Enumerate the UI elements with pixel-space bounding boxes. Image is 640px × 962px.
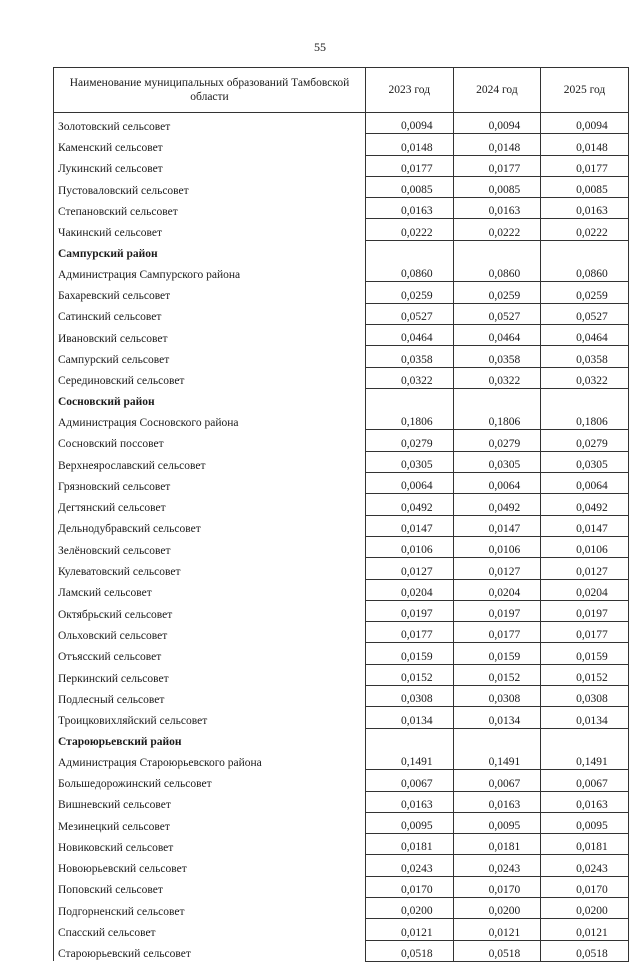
table-row (54, 600, 629, 621)
value-2024: 0,0860 (453, 261, 541, 282)
value-2023: 0,1806 (366, 409, 454, 430)
value-2024: 0,0147 (453, 515, 541, 536)
page-number: 55 (314, 40, 326, 54)
value-2024: 0,0067 (453, 770, 541, 791)
district-section-row (54, 728, 629, 749)
district-section-row (54, 388, 629, 409)
municipality-name: Перкинский сельсовет (54, 664, 366, 685)
value-2025: 0,0095 (541, 812, 629, 833)
value-2023: 0,0163 (366, 198, 454, 219)
municipality-name: Дегтянский сельсовет (54, 494, 366, 515)
empty-cell (541, 728, 629, 749)
municipality-name: Зелёновский сельсовет (54, 536, 366, 557)
table-row (54, 282, 629, 303)
municipality-name: Каменский сельсовет (54, 134, 366, 155)
value-2024: 0,0518 (453, 940, 541, 961)
value-2024: 0,0134 (453, 707, 541, 728)
value-2024: 0,0163 (453, 198, 541, 219)
value-2023: 0,0305 (366, 451, 454, 472)
value-2023: 0,0279 (366, 430, 454, 451)
value-2025: 0,0163 (541, 198, 629, 219)
value-2025: 0,0177 (541, 622, 629, 643)
value-2025: 0,0152 (541, 664, 629, 685)
value-2024: 0,0085 (453, 176, 541, 197)
table-row (54, 176, 629, 197)
value-2023: 0,0106 (366, 536, 454, 557)
table-row (54, 707, 629, 728)
municipality-name: Администрация Сампурского района (54, 261, 366, 282)
value-2024: 0,0064 (453, 473, 541, 494)
table-row (54, 198, 629, 219)
value-2024: 0,0106 (453, 536, 541, 557)
municipality-name: Подгорненский сельсовет (54, 897, 366, 918)
table-row (54, 749, 629, 770)
table-row (54, 876, 629, 897)
table-row (54, 664, 629, 685)
table-header (54, 68, 629, 113)
empty-cell (453, 240, 541, 261)
value-2025: 0,0106 (541, 536, 629, 557)
value-2025: 0,1806 (541, 409, 629, 430)
value-2023: 0,0177 (366, 155, 454, 176)
municipality-name: Дельнодубравский сельсовет (54, 515, 366, 536)
value-2024: 0,0464 (453, 324, 541, 345)
value-2023: 0,0464 (366, 324, 454, 345)
table-row (54, 303, 629, 324)
table-row (54, 643, 629, 664)
empty-cell (541, 388, 629, 409)
value-2024: 0,0204 (453, 579, 541, 600)
table-row (54, 515, 629, 536)
value-2024: 0,0259 (453, 282, 541, 303)
value-2023: 0,0163 (366, 791, 454, 812)
value-2024: 0,0492 (453, 494, 541, 515)
municipality-name: Кулеватовский сельсовет (54, 558, 366, 579)
value-2023: 0,0177 (366, 622, 454, 643)
district-section-row (54, 240, 629, 261)
value-2024: 0,0127 (453, 558, 541, 579)
header-year-2025: 2025 год (541, 68, 629, 113)
value-2023: 0,0518 (366, 940, 454, 961)
value-2025: 0,0127 (541, 558, 629, 579)
municipality-name: Октябрьский сельсовет (54, 600, 366, 621)
table-row (54, 346, 629, 367)
municipality-name: Староюрьевский сельсовет (54, 940, 366, 961)
municipality-name: Отъясский сельсовет (54, 643, 366, 664)
value-2025: 0,1491 (541, 749, 629, 770)
value-2024: 0,0159 (453, 643, 541, 664)
value-2023: 0,1491 (366, 749, 454, 770)
value-2025: 0,0094 (541, 113, 629, 134)
value-2025: 0,0518 (541, 940, 629, 961)
municipality-name: Поповский сельсовет (54, 876, 366, 897)
value-2023: 0,0170 (366, 876, 454, 897)
municipality-name: Пустоваловский сельсовет (54, 176, 366, 197)
value-2024: 0,0121 (453, 919, 541, 940)
value-2024: 0,0358 (453, 346, 541, 367)
value-2025: 0,0134 (541, 707, 629, 728)
value-2025: 0,0181 (541, 834, 629, 855)
value-2025: 0,0064 (541, 473, 629, 494)
table-row (54, 409, 629, 430)
value-2023: 0,0127 (366, 558, 454, 579)
municipality-name: Чакинский сельсовет (54, 219, 366, 240)
value-2025: 0,0148 (541, 134, 629, 155)
value-2025: 0,0305 (541, 451, 629, 472)
value-2023: 0,0197 (366, 600, 454, 621)
header-year-2023: 2023 год (366, 68, 454, 113)
table-row (54, 134, 629, 155)
municipality-name: Троицковихляйский сельсовет (54, 707, 366, 728)
value-2023: 0,0121 (366, 919, 454, 940)
table-row (54, 430, 629, 451)
empty-cell (453, 728, 541, 749)
value-2025: 0,0067 (541, 770, 629, 791)
value-2023: 0,0259 (366, 282, 454, 303)
value-2023: 0,0243 (366, 855, 454, 876)
empty-cell (453, 388, 541, 409)
value-2024: 0,1491 (453, 749, 541, 770)
value-2025: 0,0464 (541, 324, 629, 345)
value-2023: 0,0152 (366, 664, 454, 685)
municipality-name: Большедорожинский сельсовет (54, 770, 366, 791)
value-2024: 0,0200 (453, 897, 541, 918)
value-2024: 0,0094 (453, 113, 541, 134)
table-row (54, 622, 629, 643)
value-2024: 0,0152 (453, 664, 541, 685)
value-2023: 0,0094 (366, 113, 454, 134)
value-2023: 0,0067 (366, 770, 454, 791)
value-2023: 0,0181 (366, 834, 454, 855)
value-2025: 0,0147 (541, 515, 629, 536)
value-2025: 0,0222 (541, 219, 629, 240)
allocation-table (53, 67, 629, 962)
municipality-name: Лукинский сельсовет (54, 155, 366, 176)
table-body (54, 113, 629, 962)
value-2024: 0,0279 (453, 430, 541, 451)
table-row (54, 770, 629, 791)
value-2025: 0,0121 (541, 919, 629, 940)
table-row (54, 324, 629, 345)
value-2024: 0,0322 (453, 367, 541, 388)
municipality-name: Новоюрьевский сельсовет (54, 855, 366, 876)
municipality-name: Сатинский сельсовет (54, 303, 366, 324)
empty-cell (366, 240, 454, 261)
district-name: Сосновский район (54, 388, 366, 409)
value-2025: 0,0159 (541, 643, 629, 664)
header-year-2024: 2024 год (453, 68, 541, 113)
value-2024: 0,0197 (453, 600, 541, 621)
value-2025: 0,0322 (541, 367, 629, 388)
value-2024: 0,0177 (453, 155, 541, 176)
municipality-name: Сампурский сельсовет (54, 346, 366, 367)
municipality-name: Администрация Староюрьевского района (54, 749, 366, 770)
value-2025: 0,0085 (541, 176, 629, 197)
table-row (54, 834, 629, 855)
table-row (54, 155, 629, 176)
value-2023: 0,0148 (366, 134, 454, 155)
value-2024: 0,0095 (453, 812, 541, 833)
table-row (54, 791, 629, 812)
value-2023: 0,0200 (366, 897, 454, 918)
value-2024: 0,0243 (453, 855, 541, 876)
table-row (54, 451, 629, 472)
value-2023: 0,0222 (366, 219, 454, 240)
value-2025: 0,0197 (541, 600, 629, 621)
table-row (54, 897, 629, 918)
value-2025: 0,0200 (541, 897, 629, 918)
value-2024: 0,1806 (453, 409, 541, 430)
table-row (54, 113, 629, 134)
value-2023: 0,0322 (366, 367, 454, 388)
municipality-name: Вишневский сельсовет (54, 791, 366, 812)
value-2023: 0,0204 (366, 579, 454, 600)
district-name: Староюрьевский район (54, 728, 366, 749)
municipality-name: Мезинецкий сельсовет (54, 812, 366, 833)
value-2024: 0,0305 (453, 451, 541, 472)
value-2025: 0,0177 (541, 155, 629, 176)
table-row (54, 494, 629, 515)
table-row (54, 579, 629, 600)
municipality-name: Подлесный сельсовет (54, 686, 366, 707)
value-2023: 0,0492 (366, 494, 454, 515)
municipality-name: Ламский сельсовет (54, 579, 366, 600)
value-2024: 0,0170 (453, 876, 541, 897)
value-2025: 0,0492 (541, 494, 629, 515)
value-2023: 0,0159 (366, 643, 454, 664)
value-2025: 0,0204 (541, 579, 629, 600)
municipality-name: Верхнеярославский сельсовет (54, 451, 366, 472)
value-2025: 0,0279 (541, 430, 629, 451)
value-2025: 0,0170 (541, 876, 629, 897)
value-2023: 0,0095 (366, 812, 454, 833)
value-2025: 0,0308 (541, 686, 629, 707)
municipality-name: Администрация Сосновского района (54, 409, 366, 430)
value-2025: 0,0527 (541, 303, 629, 324)
value-2023: 0,0308 (366, 686, 454, 707)
table-row (54, 812, 629, 833)
table-row (54, 219, 629, 240)
table-row (54, 919, 629, 940)
value-2023: 0,0064 (366, 473, 454, 494)
value-2023: 0,0134 (366, 707, 454, 728)
table-row (54, 473, 629, 494)
value-2024: 0,0181 (453, 834, 541, 855)
table-row (54, 855, 629, 876)
value-2025: 0,0358 (541, 346, 629, 367)
value-2024: 0,0148 (453, 134, 541, 155)
value-2025: 0,0259 (541, 282, 629, 303)
table-row (54, 558, 629, 579)
municipality-name: Грязновский сельсовет (54, 473, 366, 494)
table-row (54, 367, 629, 388)
empty-cell (541, 240, 629, 261)
municipality-name: Сосновский поссовет (54, 430, 366, 451)
value-2025: 0,0163 (541, 791, 629, 812)
municipality-name: Бахаревский сельсовет (54, 282, 366, 303)
value-2023: 0,0147 (366, 515, 454, 536)
table-row (54, 261, 629, 282)
value-2025: 0,0243 (541, 855, 629, 876)
value-2024: 0,0308 (453, 686, 541, 707)
municipality-name: Ивановский сельсовет (54, 324, 366, 345)
municipality-name: Новиковский сельсовет (54, 834, 366, 855)
table-row (54, 940, 629, 961)
municipality-name: Золотовский сельсовет (54, 113, 366, 134)
empty-cell (366, 728, 454, 749)
value-2023: 0,0358 (366, 346, 454, 367)
value-2024: 0,0527 (453, 303, 541, 324)
municipality-name: Ольховский сельсовет (54, 622, 366, 643)
value-2025: 0,0860 (541, 261, 629, 282)
value-2023: 0,0085 (366, 176, 454, 197)
municipality-name: Спасский сельсовет (54, 919, 366, 940)
value-2023: 0,0860 (366, 261, 454, 282)
district-name: Сампурский район (54, 240, 366, 261)
municipality-name: Степановский сельсовет (54, 198, 366, 219)
value-2024: 0,0222 (453, 219, 541, 240)
header-municipality-name: Наименование муниципальных образований Тамбовской области (54, 68, 366, 113)
empty-cell (366, 388, 454, 409)
value-2024: 0,0177 (453, 622, 541, 643)
value-2023: 0,0527 (366, 303, 454, 324)
municipality-name: Серединовский сельсовет (54, 367, 366, 388)
value-2024: 0,0163 (453, 791, 541, 812)
table-row (54, 686, 629, 707)
table-row (54, 536, 629, 557)
